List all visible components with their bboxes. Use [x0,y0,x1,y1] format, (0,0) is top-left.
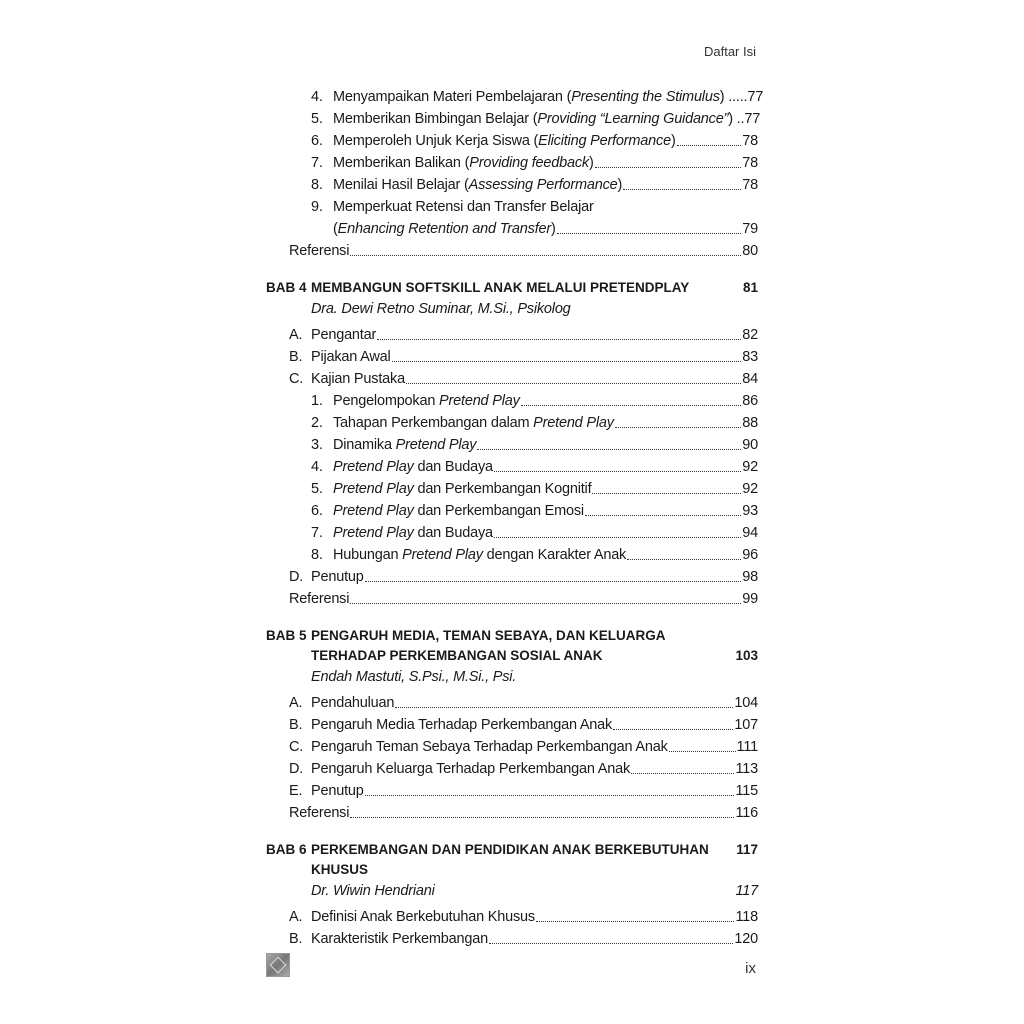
toc-item-continued: (Enhancing Retention and Transfer) 79 [266,218,758,240]
toc-section: B. Karakteristik Perkembangan 120 [266,928,758,950]
page-number: 120 [734,931,758,947]
page-number: 80 [742,243,758,259]
toc-item: 4. Menyampaikan Materi Pembelajaran (Presenting the Stimulus) ..... 77 [266,86,758,108]
dot-leader [536,921,735,922]
toc-section: A. Definisi Anak Berkebutuhan Khusus 118 [266,906,758,928]
toc-section: C. Pengaruh Teman Sebaya Terhadap Perkembangan Anak 111 [266,736,758,758]
page-number: 94 [742,525,758,541]
page-number: 92 [742,481,758,497]
toc-section: B. Pijakan Awal 83 [266,346,758,368]
toc-item: 4. Pretend Play dan Budaya 92 [266,456,758,478]
running-header: Daftar Isi [703,44,756,59]
page-number: 118 [735,909,758,925]
page-number: 104 [734,695,758,711]
dot-leader [494,471,741,472]
dot-leader [365,581,742,582]
page-number: 107 [734,717,758,733]
chapter-author: Endah Mastuti, S.Psi., M.Si., Psi. [311,669,517,685]
dot-leader [365,795,735,796]
page-number: 77 [744,111,761,127]
dot-leader [627,559,741,560]
toc-item: 6. Memperoleh Unjuk Kerja Siswa (Eliciting Performance) 78 [266,130,758,152]
dot-leader [615,427,741,428]
dot-leader [595,167,742,168]
page-number: 96 [742,547,758,563]
dot-leader [623,189,741,190]
toc-section: E. Penutup 115 [266,780,758,802]
page-number: 92 [742,459,758,475]
toc-section: B. Pengaruh Media Terhadap Perkembangan Anak 107 [266,714,758,736]
chapter-heading-continued: TERHADAP PERKEMBANGAN SOSIAL ANAK 103 [311,648,758,663]
page-number: 84 [742,371,758,387]
dot-leader [631,773,734,774]
dot-leader [521,405,742,406]
toc-reference: Referensi 80 [266,240,758,262]
page-number: 79 [742,221,758,237]
chapter-heading: BAB 4 MEMBANGUN SOFTSKILL ANAK MELALUI PRETENDPLAY 81 [266,280,758,295]
dot-leader [677,145,742,146]
toc-item: 6. Pretend Play dan Perkembangan Emosi 93 [266,500,758,522]
dot-leader [350,255,741,256]
page-number-footer: ix [745,960,756,977]
dot-leader [377,339,741,340]
toc-section: C. Kajian Pustaka 84 [266,368,758,390]
page-number: 83 [742,349,758,365]
table-of-contents [266,86,764,950]
toc-reference: Referensi 99 [266,588,758,610]
dot-leader [613,729,733,730]
decorative-emblem-icon [266,953,290,977]
toc-item: 5. Pretend Play dan Perkembangan Kognitif 92 [266,478,758,500]
page-number: 77 [747,89,764,105]
dot-leader [592,493,741,494]
page-number: 111 [736,739,758,755]
chapter-author: Dr. Wiwin Hendriani 117 [311,883,758,899]
toc-section: A. Pendahuluan 104 [266,692,758,714]
page-number: 86 [742,393,758,409]
dot-leader [585,515,741,516]
chapter-heading: BAB 5 PENGARUH MEDIA, TEMAN SEBAYA, DAN KELUARGA [266,628,666,643]
toc-reference: Referensi 116 [266,802,758,824]
page-number: 93 [742,503,758,519]
toc-item: 8. Hubungan Pretend Play dengan Karakter Anak 96 [266,544,758,566]
page-number: 78 [742,133,758,149]
toc-item: 9. Memperkuat Retensi dan Transfer Belajar [311,199,594,215]
page-number: 98 [742,569,758,585]
chapter-author: Dra. Dewi Retno Suminar, M.Si., Psikolog [311,301,571,317]
dot-leader [489,943,733,944]
dot-leader [669,751,736,752]
toc-item: 8. Menilai Hasil Belajar (Assessing Performance) 78 [266,174,758,196]
dot-leader [406,383,741,384]
page-number: 99 [742,591,758,607]
page-number: 88 [742,415,758,431]
page-number: 113 [735,761,758,777]
dot-leader [477,449,741,450]
page-number: 78 [742,155,758,171]
toc-item: 5. Memberikan Bimbingan Belajar (Providing “Learning Guidance”) .. 77 [266,108,758,130]
page-number: 116 [735,805,758,821]
toc-section: D. Penutup 98 [266,566,758,588]
toc-item: 2. Tahapan Perkembangan dalam Pretend Play 88 [266,412,758,434]
toc-item: 3. Dinamika Pretend Play 90 [266,434,758,456]
page-number: 115 [735,783,758,799]
toc-item: 7. Pretend Play dan Budaya 94 [266,522,758,544]
page-number: 90 [742,437,758,453]
dot-leader [395,707,733,708]
toc-item: 1. Pengelompokan Pretend Play 86 [266,390,758,412]
dot-leader [350,603,741,604]
page-number: 78 [742,177,758,193]
page-number: 82 [742,327,758,343]
dot-leader [350,817,734,818]
dot-leader [494,537,741,538]
toc-section: A. Pengantar 82 [266,324,758,346]
dot-leader [392,361,742,362]
toc-section: D. Pengaruh Keluarga Terhadap Perkembangan Anak 113 [266,758,758,780]
chapter-heading: BAB 6 PERKEMBANGAN DAN PENDIDIKAN ANAK BERKEBUTUHAN KHUSUS 117 [266,842,758,877]
dot-leader [557,233,742,234]
toc-item: 7. Memberikan Balikan (Providing feedback) 78 [266,152,758,174]
